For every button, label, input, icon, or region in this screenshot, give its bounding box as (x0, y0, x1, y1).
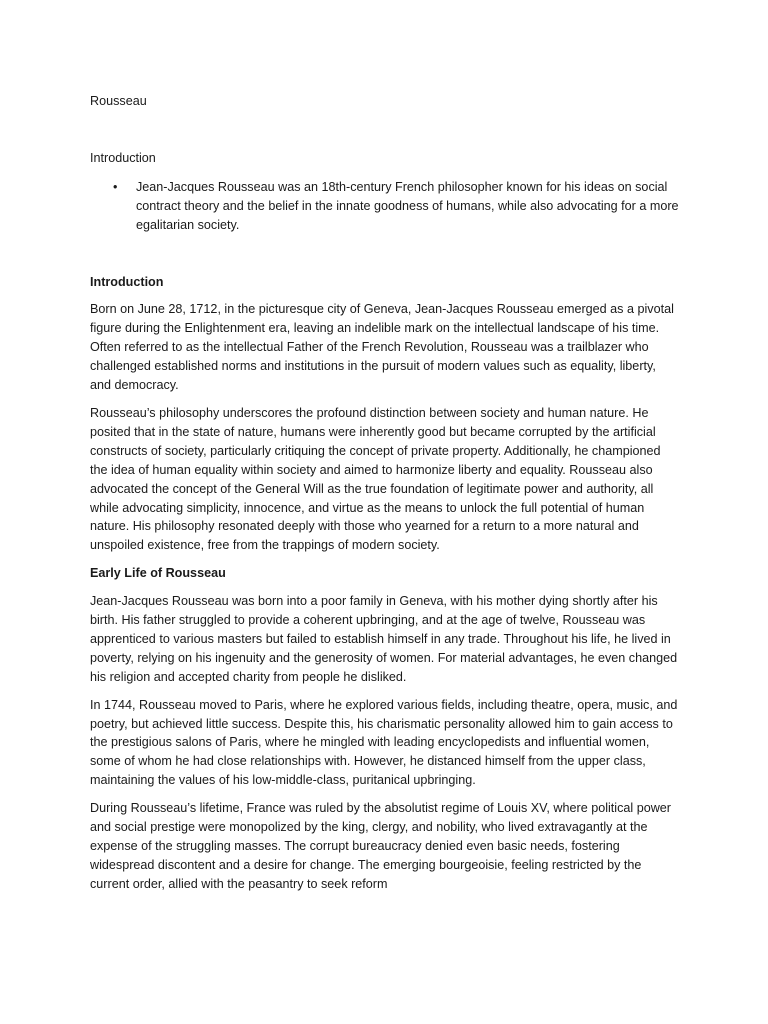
paragraph: During Rousseau’s lifetime, France was ruled by the absolutist regime of Louis XV, where political power and social prestige were monopolized by the king, clergy, and nobility, who lived extravagantly at the expense of the struggling masses. The corrupt bureaucracy denied even basic needs, fostering widespread discontent and a desire for change. The emerging bourgeoisie, feeling restricted by the current order, allied with the peasantry to seek reform (90, 801, 672, 891)
document-body (90, 92, 680, 894)
intro-label: Introduction (90, 150, 156, 165)
summary-bullet-list (90, 178, 680, 235)
paragraph: Born on June 28, 1712, in the picturesque city of Geneva, Jean-Jacques Rousseau emerged as a pivotal figure during the Enlightenment era, leaving an indelible mark on the intellectual landscape of his time. Often referred to as the intellectual Father of the French Revolution, Rousseau was a trailblazer who challenged established norms and institutions in the pursuit of modern values such as equality, liberty, and democracy. (90, 302, 674, 393)
paragraph: In 1744, Rousseau moved to Paris, where he explored various fields, including theatre, opera, music, and poetry, but achieved little success. Despite this, his charismatic personality allowed him to gain access to the prestigious salons of Paris, where he mingled with leading encyclopedists and influential women, some of whom he had close relationships with. However, he distanced himself from the upper class, maintaining the values of his low-middle-class, puritanical upbringing. (90, 697, 678, 788)
paragraph: Rousseau’s philosophy underscores the profound distinction between society and human nature. He posited that in the state of nature, humans were inherently good but became corrupted by the artificial constructs of society, particularly critiquing the concept of private property. Additionally, he championed the idea of human equality within society and aimed to harmonize liberty and equality. Rousseau also advocated the concept of the General Will as the true foundation of legitimate power and authority, all while advocating simplicity, innocence, and virtue as the means to unlock the full potential of human nature. His philosophy resonated deeply with those who yearned for a return to a more natural and unspoiled existence, free from the trappings of modern society. (90, 405, 661, 553)
section-heading-early-life: Early Life of Rousseau (90, 566, 226, 581)
section-heading-introduction: Introduction (90, 274, 164, 289)
bullet-dot-icon: • (113, 179, 118, 194)
bullet-item (90, 178, 680, 235)
document-title: Rousseau (90, 94, 147, 108)
bullet-text: Jean-Jacques Rousseau was an 18th-century French philosopher known for his ideas on social contract theory and the belief in the innate goodness of humans, while also advocating for a more egalitarian society. (136, 179, 679, 232)
paragraph: Jean-Jacques Rousseau was born into a poor family in Geneva, with his mother dying shortly after his birth. His father struggled to provide a coherent upbringing, and at the age of twelve, Rousseau was apprenticed to various masters but failed to establish himself in any trade. Throughout his life, he lived in poverty, relying on his ingenuity and the generosity of women. For material advantages, he even changed his religion and accepted charity from people he disliked. (90, 594, 678, 684)
